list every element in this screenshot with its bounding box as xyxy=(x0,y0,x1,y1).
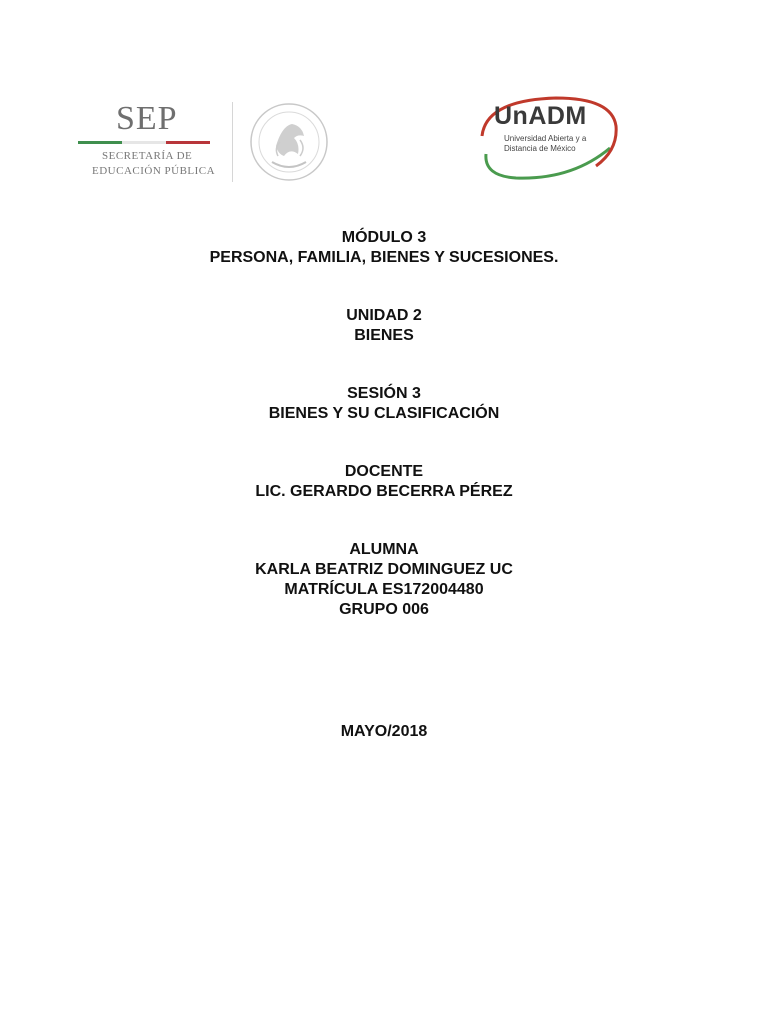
unadm-logo xyxy=(476,92,626,184)
sep-subtitle-line1: SECRETARÍA DE xyxy=(102,150,193,162)
modulo-block xyxy=(0,228,768,268)
alumna-name: KARLA BEATRIZ DOMINGUEZ UC xyxy=(255,561,513,578)
sesion-block xyxy=(0,384,768,424)
modulo-label: MÓDULO 3 xyxy=(341,229,427,246)
sep-logo-word: SEP xyxy=(116,100,178,137)
sesion-title: BIENES Y SU CLASIFICACIÓN xyxy=(268,405,500,422)
unidad-title: BIENES xyxy=(354,327,414,344)
docente-label: DOCENTE xyxy=(344,463,424,480)
unadm-subtitle-line1: Universidad Abierta y a xyxy=(504,134,587,143)
unadm-subtitle-line2: Distancia de México xyxy=(504,144,576,153)
sep-subtitle-line2: EDUCACIÓN PÚBLICA xyxy=(92,165,216,177)
alumna-label: ALUMNA xyxy=(349,541,419,558)
fecha-block xyxy=(0,722,768,742)
alumna-block xyxy=(0,540,768,620)
header-logos xyxy=(0,0,768,200)
alumna-matricula: MATRÍCULA ES172004480 xyxy=(284,581,484,598)
docente-block xyxy=(0,462,768,502)
logo-divider xyxy=(232,102,233,182)
mexican-coat-of-arms-icon xyxy=(248,96,330,188)
cover-page-text xyxy=(0,228,768,742)
alumna-grupo: GRUPO 006 xyxy=(339,601,429,618)
sep-tricolor-rule xyxy=(78,141,210,144)
docente-name: LIC. GERARDO BECERRA PÉREZ xyxy=(255,483,513,500)
unadm-logo-word: UnADM xyxy=(494,102,587,130)
sesion-label: SESIÓN 3 xyxy=(347,385,421,402)
unidad-block xyxy=(0,306,768,346)
sep-logo xyxy=(72,96,334,192)
fecha: MAYO/2018 xyxy=(340,723,428,740)
modulo-title: PERSONA, FAMILIA, BIENES Y SUCESIONES. xyxy=(209,249,559,266)
unidad-label: UNIDAD 2 xyxy=(346,307,422,324)
